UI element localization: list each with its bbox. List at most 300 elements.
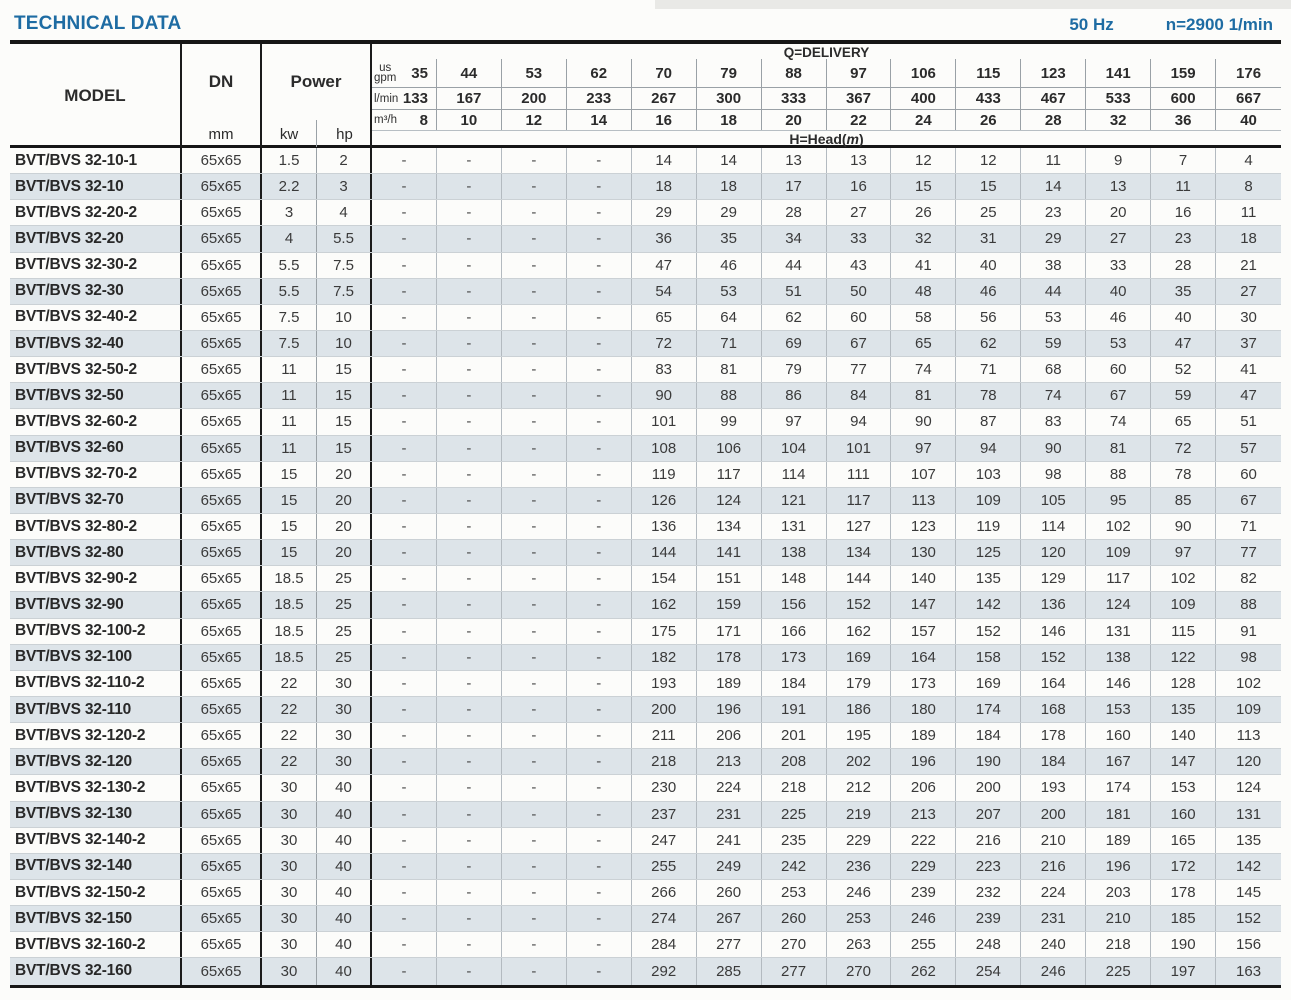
head-value-cell: - xyxy=(567,828,632,853)
head-value-cell: 90 xyxy=(632,383,697,408)
head-value-cell: 98 xyxy=(1240,648,1257,666)
head-value-cell: 166 xyxy=(762,619,827,644)
head-value-cell: 168 xyxy=(1021,697,1086,722)
kw-cell: 5.5 xyxy=(262,253,317,278)
head-value-cell: - xyxy=(567,932,632,957)
head-value-cell: 142 xyxy=(1236,857,1262,875)
head-value-cell: 260 xyxy=(762,906,827,931)
dn-cell: 65x65 xyxy=(182,253,262,278)
head-value-cell: 191 xyxy=(762,697,827,722)
head-value-cell: - xyxy=(567,514,632,539)
m3-h-value xyxy=(567,110,632,130)
head-value-cell: - xyxy=(502,697,567,722)
head-value-cell: 91 xyxy=(1240,622,1257,640)
head-value-cell: 152 xyxy=(827,592,892,617)
head-value-cell: 277 xyxy=(762,958,827,984)
head-value-cell: 180 xyxy=(891,697,956,722)
head-value-cell: 239 xyxy=(956,906,1021,931)
head-value-cell: - xyxy=(437,331,502,356)
model-cell: BVT/BVS 32-50 xyxy=(10,383,182,408)
us-gpm-value xyxy=(1151,59,1216,87)
model-cell: BVT/BVS 32-140-2 xyxy=(10,828,182,853)
l-min-value xyxy=(762,88,827,109)
table-row xyxy=(10,357,1281,383)
kw-unit-label: kw xyxy=(262,120,317,147)
head-value-cell: 152 xyxy=(1021,645,1086,670)
head-value-cell: 13 xyxy=(762,148,827,173)
kw-cell: 18.5 xyxy=(262,645,317,670)
head-value-cell: 109 xyxy=(1151,592,1216,617)
head-value-cell: 12 xyxy=(956,148,1021,173)
kw-cell: 2.2 xyxy=(262,174,317,199)
head-value-cell: 203 xyxy=(1086,880,1151,905)
head-value-cell: - xyxy=(502,880,567,905)
head-value-cell: 229 xyxy=(827,828,892,853)
head-value-cell: 254 xyxy=(956,958,1021,984)
head-value-cell: 119 xyxy=(956,514,1021,539)
head-value-cell: 117 xyxy=(1086,566,1151,591)
head-value-cell: 208 xyxy=(762,749,827,774)
model-cell: BVT/BVS 32-130-2 xyxy=(10,775,182,800)
head-value-cell: - xyxy=(567,253,632,278)
m3-h-number: 12 xyxy=(525,111,543,129)
head-value-cell: 83 xyxy=(632,357,697,382)
hp-cell: 25 xyxy=(317,566,372,591)
head-value-cell: 16 xyxy=(827,174,892,199)
head-value-cell: 174 xyxy=(1086,775,1151,800)
head-value-cell: - xyxy=(437,802,502,827)
model-cell: BVT/BVS 32-160 xyxy=(10,958,182,984)
l-min-value xyxy=(827,88,892,109)
head-value-cell: 213 xyxy=(891,802,956,827)
head-value-cell: 167 xyxy=(1086,749,1151,774)
head-value-cell: 57 xyxy=(1240,439,1257,457)
head-value-cell: 37 xyxy=(1240,335,1257,353)
table-row xyxy=(10,671,1281,697)
head-value-cell: 82 xyxy=(1240,570,1257,588)
head-value-cell: 123 xyxy=(891,514,956,539)
head-value-cell: 83 xyxy=(1021,409,1086,434)
head-value-cell: - xyxy=(502,906,567,931)
m3-h-value xyxy=(502,110,567,130)
head-value-cell: 29 xyxy=(697,200,762,225)
head-value-cell: 113 xyxy=(1236,727,1261,745)
head-value-cell: - xyxy=(567,279,632,304)
table-row xyxy=(10,958,1281,984)
table-row xyxy=(10,880,1281,906)
head-value-cell: 162 xyxy=(827,619,892,644)
model-cell: BVT/BVS 32-90 xyxy=(10,592,182,617)
head-value-cell: 127 xyxy=(827,514,892,539)
head-value-cell: 88 xyxy=(1240,596,1257,614)
head-value-cell: 15 xyxy=(956,174,1021,199)
model-cell: BVT/BVS 32-150 xyxy=(10,906,182,931)
head-value-cell: 109 xyxy=(1236,701,1262,719)
head-label-suffix: ) xyxy=(858,131,864,147)
kw-cell: 15 xyxy=(262,514,317,539)
head-value-cell: 12 xyxy=(891,148,956,173)
l-min-value xyxy=(1086,88,1151,109)
kw-cell: 11 xyxy=(262,383,317,408)
head-value-cell: - xyxy=(502,409,567,434)
m3-h-value xyxy=(762,110,827,130)
head-value-cell: 136 xyxy=(632,514,697,539)
head-value-cell: 64 xyxy=(697,305,762,330)
kw-cell: 7.5 xyxy=(262,305,317,330)
head-value-cell: 224 xyxy=(697,775,762,800)
head-value-cell: 210 xyxy=(1086,906,1151,931)
head-value-cell: 140 xyxy=(891,566,956,591)
table-row xyxy=(10,566,1281,592)
head-value-cell: 231 xyxy=(697,802,762,827)
head-value-cell: - xyxy=(502,619,567,644)
head-value-cell: 114 xyxy=(762,462,827,487)
head-value-cell: 154 xyxy=(632,566,697,591)
head-value-cell: 140 xyxy=(1151,723,1216,748)
head-value-cell: 240 xyxy=(1021,932,1086,957)
head-value-cell: 171 xyxy=(697,619,762,644)
head-value-cell: 71 xyxy=(697,331,762,356)
head-value-cell: 147 xyxy=(1151,749,1216,774)
head-value-cell: - xyxy=(567,174,632,199)
table-row xyxy=(10,775,1281,801)
model-cell: BVT/BVS 32-110-2 xyxy=(10,671,182,696)
head-value-cell: - xyxy=(502,488,567,513)
head-value-cell: 35 xyxy=(697,226,762,251)
head-value-cell: 229 xyxy=(891,854,956,879)
head-value-cell: 105 xyxy=(1021,488,1086,513)
model-cell: BVT/BVS 32-100-2 xyxy=(10,619,182,644)
head-value-cell: 267 xyxy=(697,906,762,931)
head-value-cell: 60 xyxy=(827,305,892,330)
head-value-cell: 125 xyxy=(956,540,1021,565)
head-value-cell: 36 xyxy=(632,226,697,251)
l-min-number: 167 xyxy=(456,90,482,107)
head-value-cell: 85 xyxy=(1151,488,1216,513)
head-value-cell: 253 xyxy=(827,906,892,931)
us-gpm-value xyxy=(1086,59,1151,87)
head-value-cell: 109 xyxy=(1086,540,1151,565)
head-value-cell: 174 xyxy=(956,697,1021,722)
head-value-cell: 23 xyxy=(1151,226,1216,251)
hp-cell: 40 xyxy=(317,854,372,879)
head-value-cell: 190 xyxy=(1151,932,1216,957)
head-value-cell: 216 xyxy=(1021,854,1086,879)
m3-h-value xyxy=(1151,110,1216,130)
head-value-cell: 253 xyxy=(762,880,827,905)
head-value-cell: 51 xyxy=(762,279,827,304)
head-value-cell: 94 xyxy=(956,436,1021,461)
us-gpm-number: 70 xyxy=(655,64,673,82)
head-value-cell: 178 xyxy=(697,645,762,670)
head-value-cell: 51 xyxy=(1240,413,1257,431)
head-value-cell: - xyxy=(437,383,502,408)
head-value-cell: 285 xyxy=(697,958,762,984)
head-value-cell: - xyxy=(372,828,437,853)
l-min-value xyxy=(372,88,437,109)
spec-labels xyxy=(1069,15,1277,35)
delivery-m3h-row xyxy=(372,110,1281,131)
head-value-cell: - xyxy=(372,854,437,879)
dn-cell: 65x65 xyxy=(182,592,262,617)
m3-h-number: 22 xyxy=(850,111,867,129)
head-value-cell: 274 xyxy=(632,906,697,931)
head-value-cell: - xyxy=(372,932,437,957)
head-value-cell: 84 xyxy=(827,383,892,408)
head-value-cell: 249 xyxy=(697,854,762,879)
head-value-cell: 218 xyxy=(762,775,827,800)
head-value-cell: 134 xyxy=(697,514,762,539)
dn-cell: 65x65 xyxy=(182,409,262,434)
head-value-cell: 44 xyxy=(1021,279,1086,304)
head-value-cell: 54 xyxy=(632,279,697,304)
m3-h-unit-label xyxy=(374,115,397,125)
dn-cell: 65x65 xyxy=(182,619,262,644)
us-gpm-number: 123 xyxy=(1040,64,1066,82)
head-value-cell: 218 xyxy=(1086,932,1151,957)
head-value-cell: 128 xyxy=(1151,671,1216,696)
l-min-value xyxy=(1151,88,1216,109)
head-value-cell: 18 xyxy=(697,174,762,199)
head-value-cell: 165 xyxy=(1151,828,1216,853)
head-value-cell: 141 xyxy=(697,540,762,565)
m3-h-value xyxy=(1021,110,1086,130)
head-value-cell: 200 xyxy=(1021,802,1086,827)
l-min-unit-label xyxy=(374,94,398,104)
hp-cell: 40 xyxy=(317,775,372,800)
kw-cell: 22 xyxy=(262,723,317,748)
dn-cell: 65x65 xyxy=(182,436,262,461)
head-value-cell: 26 xyxy=(891,200,956,225)
kw-cell: 11 xyxy=(262,436,317,461)
l-min-number: 667 xyxy=(1236,90,1262,107)
model-cell: BVT/BVS 32-50-2 xyxy=(10,357,182,382)
head-value-cell: - xyxy=(437,174,502,199)
head-value-cell: 74 xyxy=(891,357,956,382)
head-value-cell: - xyxy=(567,697,632,722)
head-value-cell: 195 xyxy=(827,723,892,748)
kw-cell: 30 xyxy=(262,880,317,905)
head-value-cell: 28 xyxy=(762,200,827,225)
model-cell: BVT/BVS 32-60 xyxy=(10,436,182,461)
m3-h-number: 24 xyxy=(915,111,932,129)
dn-cell: 65x65 xyxy=(182,906,262,931)
head-value-cell: 156 xyxy=(1236,936,1262,954)
head-value-cell: 142 xyxy=(956,592,1021,617)
m3-h-number: 36 xyxy=(1174,111,1192,129)
head-value-cell: - xyxy=(437,357,502,382)
head-value-cell: 193 xyxy=(1021,775,1086,800)
head-value-cell: - xyxy=(502,331,567,356)
head-value-cell: - xyxy=(567,880,632,905)
dn-cell: 65x65 xyxy=(182,828,262,853)
head-value-cell: 11 xyxy=(1240,204,1257,222)
head-value-cell: 4 xyxy=(1244,152,1253,170)
head-value-cell: - xyxy=(502,775,567,800)
head-label-symbol: m xyxy=(846,131,859,147)
column-header-delivery xyxy=(372,44,1281,147)
head-value-cell: 237 xyxy=(632,802,697,827)
head-value-cell: 260 xyxy=(697,880,762,905)
hp-cell: 30 xyxy=(317,697,372,722)
head-value-cell: 242 xyxy=(762,854,827,879)
head-value-cell: 34 xyxy=(762,226,827,251)
head-value-cell: 210 xyxy=(1021,828,1086,853)
head-value-cell: - xyxy=(567,409,632,434)
power-label: Power xyxy=(290,72,342,91)
head-value-cell: - xyxy=(372,200,437,225)
head-value-cell: 160 xyxy=(1086,723,1151,748)
head-value-cell: - xyxy=(502,253,567,278)
head-value-cell: 185 xyxy=(1151,906,1216,931)
head-value-cell: - xyxy=(502,749,567,774)
head-value-cell: 21 xyxy=(1240,256,1257,274)
head-value-cell: - xyxy=(502,462,567,487)
dn-cell: 65x65 xyxy=(182,514,262,539)
head-value-cell: 138 xyxy=(762,540,827,565)
hp-cell: 7.5 xyxy=(317,279,372,304)
hp-cell: 4 xyxy=(317,200,372,225)
dn-cell: 65x65 xyxy=(182,357,262,382)
head-value-cell: 62 xyxy=(956,331,1021,356)
kw-cell: 18.5 xyxy=(262,566,317,591)
dn-cell: 65x65 xyxy=(182,932,262,957)
head-value-cell: 40 xyxy=(956,253,1021,278)
l-min-value xyxy=(956,88,1021,109)
head-value-cell: 27 xyxy=(1086,226,1151,251)
head-value-cell: - xyxy=(567,566,632,591)
hp-unit-label: hp xyxy=(336,126,353,143)
head-value-cell: 270 xyxy=(762,932,827,957)
head-value-cell: - xyxy=(437,619,502,644)
dn-cell: 65x65 xyxy=(182,749,262,774)
head-value-cell: 211 xyxy=(632,723,697,748)
head-value-cell: 200 xyxy=(956,775,1021,800)
head-value-cell: 164 xyxy=(1021,671,1086,696)
head-value-cell: 131 xyxy=(762,514,827,539)
head-value-cell: 173 xyxy=(891,671,956,696)
head-value-cell: 90 xyxy=(1021,436,1086,461)
head-value-cell: 182 xyxy=(632,645,697,670)
dn-cell: 65x65 xyxy=(182,958,262,984)
head-value-cell: 41 xyxy=(891,253,956,278)
us-gpm-unit-text: gpm xyxy=(374,72,397,84)
kw-cell: 15 xyxy=(262,540,317,565)
head-value-cell: 163 xyxy=(1236,962,1262,980)
head-value-cell: - xyxy=(437,958,502,984)
head-value-cell: 47 xyxy=(632,253,697,278)
head-label-prefix: H=Head( xyxy=(789,131,847,147)
m3-h-number: 32 xyxy=(1109,111,1127,129)
model-cell: BVT/BVS 32-120 xyxy=(10,749,182,774)
head-value-cell: 178 xyxy=(1151,880,1216,905)
head-value-cell: - xyxy=(502,645,567,670)
head-value-cell: 67 xyxy=(1240,491,1257,509)
dn-cell: 65x65 xyxy=(182,540,262,565)
table-row xyxy=(10,200,1281,226)
head-value-cell: 136 xyxy=(1021,592,1086,617)
hp-cell: 40 xyxy=(317,932,372,957)
head-value-cell: - xyxy=(372,462,437,487)
model-cell: BVT/BVS 32-150-2 xyxy=(10,880,182,905)
head-value-cell: - xyxy=(372,697,437,722)
dn-cell: 65x65 xyxy=(182,697,262,722)
head-value-cell: 48 xyxy=(891,279,956,304)
kw-cell: 30 xyxy=(262,906,317,931)
head-value-cell: 31 xyxy=(956,226,1021,251)
m3-h-number: 18 xyxy=(720,111,737,129)
head-value-cell: - xyxy=(567,148,632,173)
head-value-cell: 79 xyxy=(762,357,827,382)
us-gpm-value xyxy=(632,59,697,87)
head-value-cell: 74 xyxy=(1086,409,1151,434)
speed-label: n=2900 1/min xyxy=(1165,15,1273,34)
head-value-cell: 196 xyxy=(1086,854,1151,879)
head-value-cell: - xyxy=(502,592,567,617)
head-value-cell: 94 xyxy=(827,409,892,434)
head-value-cell: 18 xyxy=(632,174,697,199)
hp-cell: 40 xyxy=(317,828,372,853)
head-value-cell: 101 xyxy=(827,436,892,461)
head-value-cell: 131 xyxy=(1236,805,1262,823)
head-value-cell: - xyxy=(372,331,437,356)
head-value-cell: 126 xyxy=(632,488,697,513)
head-value-cell: - xyxy=(372,226,437,251)
head-value-cell: - xyxy=(372,514,437,539)
head-value-cell: - xyxy=(502,958,567,984)
head-value-cell: 46 xyxy=(1086,305,1151,330)
l-min-number: 200 xyxy=(521,90,547,107)
head-value-cell: 153 xyxy=(1086,697,1151,722)
head-label xyxy=(372,131,1281,147)
head-value-cell: 14 xyxy=(1021,174,1086,199)
head-value-cell: 206 xyxy=(697,723,762,748)
head-value-cell: 30 xyxy=(1240,308,1257,326)
head-value-cell: 151 xyxy=(697,566,762,591)
head-value-cell: 120 xyxy=(1021,540,1086,565)
head-value-cell: 29 xyxy=(632,200,697,225)
hp-cell: 7.5 xyxy=(317,253,372,278)
us-gpm-value xyxy=(567,59,632,87)
hp-cell: 20 xyxy=(317,514,372,539)
head-value-cell: 197 xyxy=(1151,958,1216,984)
head-value-cell: 65 xyxy=(632,305,697,330)
head-value-cell: 88 xyxy=(697,383,762,408)
head-value-cell: 255 xyxy=(632,854,697,879)
kw-cell: 30 xyxy=(262,958,317,984)
us-gpm-value xyxy=(762,59,827,87)
head-value-cell: - xyxy=(502,148,567,173)
us-gpm-number: 97 xyxy=(850,64,867,82)
head-value-cell: 87 xyxy=(956,409,1021,434)
head-value-cell: 131 xyxy=(1086,619,1151,644)
head-value-cell: 159 xyxy=(697,592,762,617)
head-value-cell: - xyxy=(372,906,437,931)
us-gpm-value xyxy=(1216,59,1281,87)
dn-cell: 65x65 xyxy=(182,802,262,827)
head-value-cell: - xyxy=(372,775,437,800)
us-gpm-value xyxy=(827,59,892,87)
head-value-cell: - xyxy=(372,802,437,827)
kw-cell: 22 xyxy=(262,749,317,774)
head-value-cell: 263 xyxy=(827,932,892,957)
l-min-value xyxy=(697,88,762,109)
head-value-cell: - xyxy=(437,488,502,513)
head-value-cell: 113 xyxy=(891,488,956,513)
head-value-cell: 184 xyxy=(762,671,827,696)
delivery-gpm-row xyxy=(372,59,1281,88)
m3-h-value xyxy=(437,110,502,130)
